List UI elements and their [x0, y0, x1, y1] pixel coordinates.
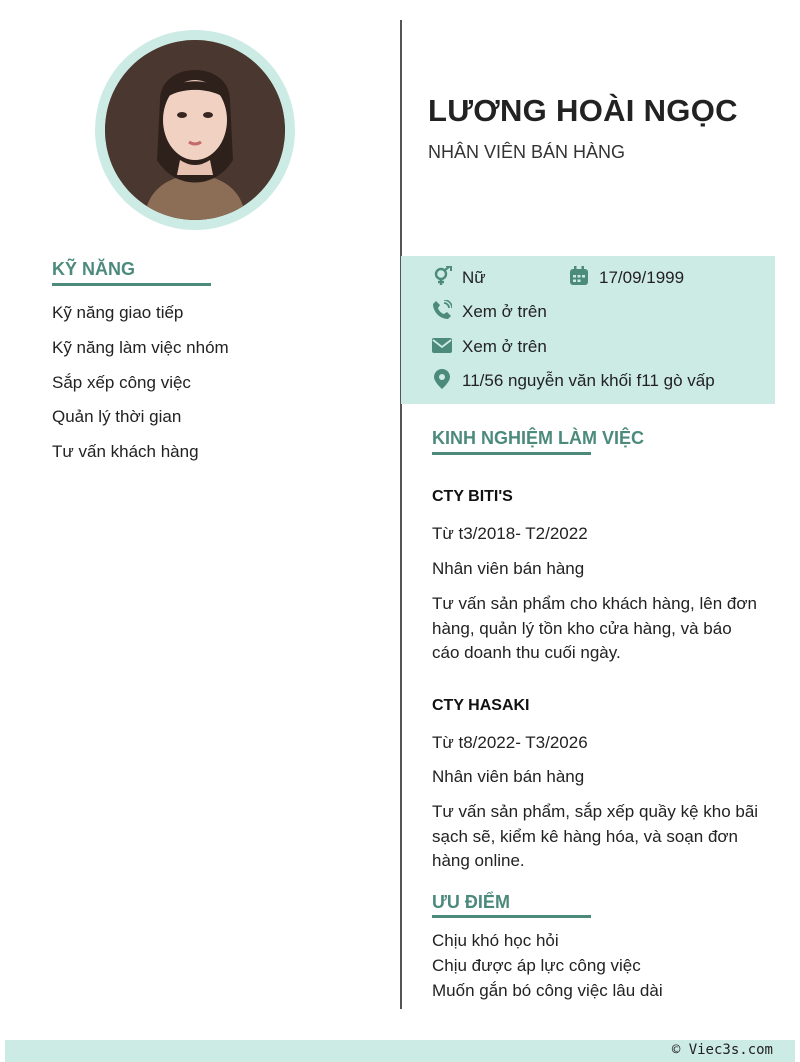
skill-item: Kỹ năng làm việc nhóm [52, 338, 229, 357]
skills-heading: KỸ NĂNG [52, 259, 136, 279]
footer-copyright[interactable]: © Viec3s.com [671, 1042, 773, 1058]
strength-item: Chịu khó học hỏi [432, 931, 559, 950]
gender-value: Nữ [462, 268, 486, 287]
location-icon [432, 369, 452, 389]
candidate-title: NHÂN VIÊN BÁN HÀNG [428, 142, 626, 162]
skills-underline [52, 283, 211, 286]
job-position: Nhân viên bán hàng [432, 767, 585, 786]
skill-item: Kỹ năng giao tiếp [52, 303, 184, 322]
avatar [105, 40, 285, 220]
portrait-photo-icon [105, 40, 285, 220]
gender-icon [432, 266, 452, 286]
candidate-name: LƯƠNG HOÀI NGỌC [428, 93, 738, 128]
job-period: Từ t3/2018- T2/2022 [432, 524, 588, 543]
birthday-value: 17/09/1999 [599, 268, 685, 287]
strength-item: Muốn gắn bó công việc lâu dài [432, 981, 663, 1000]
email-value: Xem ở trên [462, 337, 547, 356]
avatar-ring [95, 30, 295, 230]
strengths-underline [432, 915, 591, 918]
job-description: Tư vấn sản phẩm cho khách hàng, lên đơn hàng, quản lý tồn kho cửa hàng, và báo cáo doanh thu cuối ngày. [432, 594, 757, 662]
strength-item: Chịu được áp lực công việc [432, 956, 641, 975]
phone-value: Xem ở trên [462, 302, 547, 321]
strengths-heading: ƯU ĐIỂM [432, 892, 510, 912]
experience-heading: KINH NGHIỆM LÀM VIỆC [432, 428, 645, 448]
experience-underline [432, 452, 591, 455]
personal-info-box [401, 256, 775, 404]
column-divider [400, 20, 402, 1009]
address-value: 11/56 nguyễn văn khối f11 gò vấp [462, 371, 715, 390]
job-description: Tư vấn sản phẩm, sắp xếp quầy kệ kho bãi sạch sẽ, kiểm kê hàng hóa, và soạn đơn hàng online. [432, 802, 759, 870]
job-period: Từ t8/2022- T3/2026 [432, 733, 588, 752]
job-position: Nhân viên bán hàng [432, 559, 585, 578]
phone-icon [432, 300, 452, 320]
footer-band [5, 1040, 795, 1062]
calendar-icon [569, 266, 589, 286]
skill-item: Tư vấn khách hàng [52, 442, 199, 461]
job-company: CTY HASAKI [432, 697, 530, 714]
skill-item: Sắp xếp công việc [52, 373, 191, 392]
skill-item: Quản lý thời gian [52, 407, 182, 426]
job-company: CTY BITI'S [432, 488, 513, 505]
email-icon [432, 336, 452, 356]
